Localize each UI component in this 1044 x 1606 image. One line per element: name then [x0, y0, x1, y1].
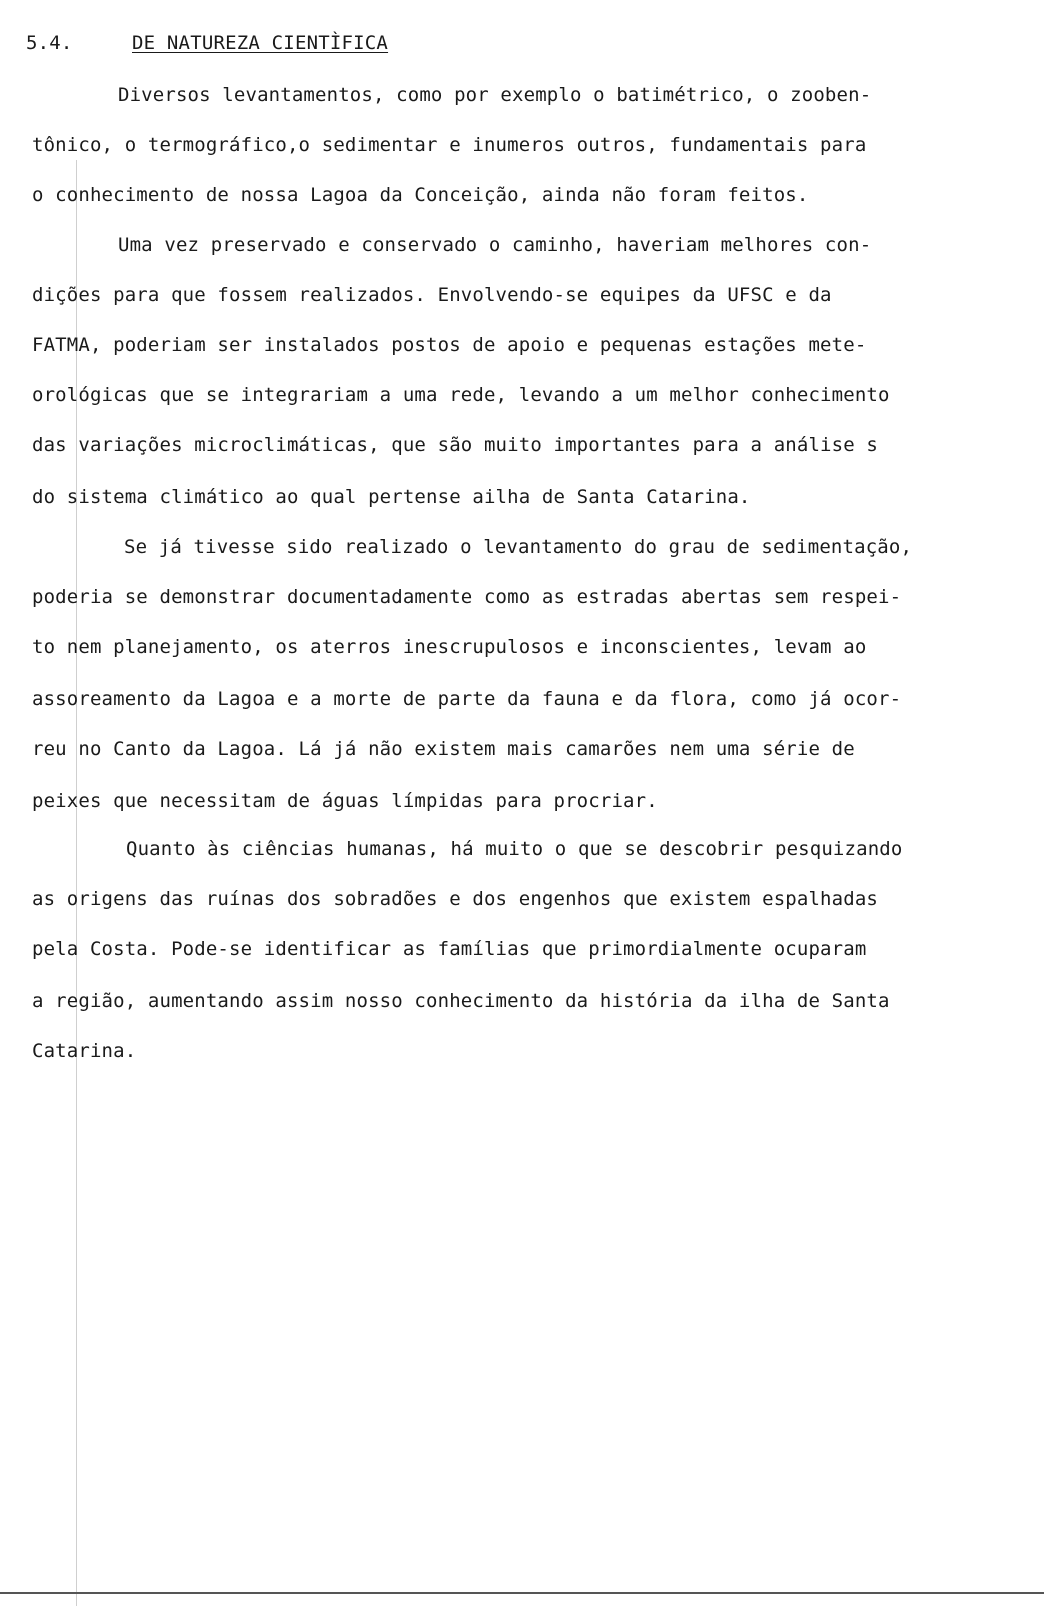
section-number: 5.4. [26, 32, 73, 54]
paragraph-4-line-2: as origens das ruínas dos sobradões e dos engenhos que existem espalhadas [32, 888, 878, 910]
paragraph-2-line-4: orológicas que se integrariam a uma rede, levando a um melhor conhecimento [32, 384, 890, 406]
paragraph-3-line-5: reu no Canto da Lagoa. Lá já não existem mais camarões nem uma série de [32, 738, 855, 760]
paragraph-2-line-5: das variações microclimáticas, que são muito importantes para a análise s [32, 434, 878, 456]
paragraph-2-line-1: Uma vez preservado e conservado o caminho, haveriam melhores con- [118, 234, 872, 256]
section-title: DE NATUREZA CIENTÌFICA [132, 32, 389, 54]
paragraph-2-line-2: dições para que fossem realizados. Envolvendo-se equipes da UFSC e da [32, 284, 832, 306]
bottom-rule [0, 1592, 1044, 1594]
paragraph-3-line-2: poderia se demonstrar documentadamente como as estradas abertas sem respei- [32, 586, 902, 608]
section-heading [26, 32, 388, 54]
paragraph-3-line-3: to nem planejamento, os aterros inescrupulosos e inconscientes, levam ao [32, 636, 867, 658]
paragraph-1-line-2: tônico, o termográfico,o sedimentar e inumeros outros, fundamentais para [32, 134, 867, 156]
paragraph-2-line-6: do sistema climático ao qual pertense ailha de Santa Catarina. [32, 486, 751, 508]
paragraph-4-line-1: Quanto às ciências humanas, há muito o que se descobrir pesquizando [126, 838, 903, 860]
paragraph-2-line-3: FATMA, poderiam ser instalados postos de apoio e pequenas estações mete- [32, 334, 867, 356]
margin-rule [76, 160, 77, 1606]
paragraph-3-line-6: peixes que necessitam de águas límpidas para procriar. [32, 790, 658, 812]
paragraph-4-line-3: pela Costa. Pode-se identificar as famílias que primordialmente ocuparam [32, 938, 867, 960]
paragraph-1-line-3: o conhecimento de nossa Lagoa da Conceição, ainda não foram feitos. [32, 184, 809, 206]
paragraph-3-line-4: assoreamento da Lagoa e a morte de parte da fauna e da flora, como já ocor- [32, 688, 902, 710]
paragraph-3-line-1: Se já tivesse sido realizado o levantamento do grau de sedimentação, [124, 536, 913, 558]
paragraph-4-line-5: Catarina. [32, 1040, 137, 1062]
paragraph-1-line-1: Diversos levantamentos, como por exemplo o batimétrico, o zooben- [118, 84, 872, 106]
paragraph-4-line-4: a região, aumentando assim nosso conhecimento da história da ilha de Santa [32, 990, 890, 1012]
